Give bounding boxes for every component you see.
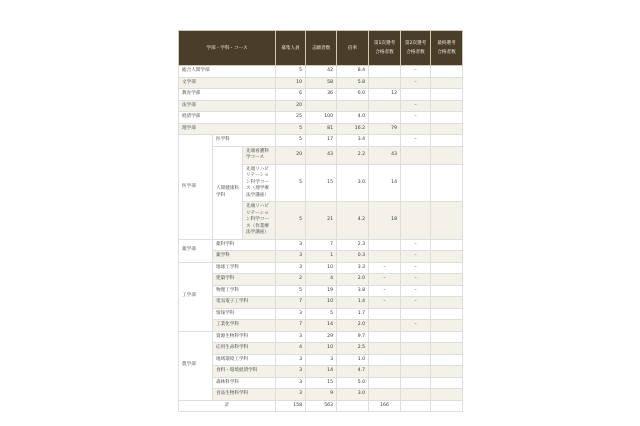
department-name: 医学科 <box>213 135 276 147</box>
applicants-cell: 10 <box>306 343 337 355</box>
first-pass-cell <box>369 320 401 332</box>
capacity-cell: 5 <box>276 66 306 78</box>
final-pass-cell <box>431 77 463 89</box>
applicants-cell: 9 <box>306 389 337 401</box>
second-pass-cell <box>401 366 431 378</box>
final-pass-cell <box>431 202 463 240</box>
applicants-cell: 10 <box>306 262 337 274</box>
capacity-cell: 5 <box>276 202 306 240</box>
second-pass-total <box>401 400 431 412</box>
table-row <box>179 100 463 112</box>
department-name: 工業化学科 <box>213 320 276 332</box>
department-name: 食品生物科学科 <box>213 389 276 401</box>
ratio-cell: 2.0 <box>337 320 369 332</box>
table-row <box>179 343 463 355</box>
table-row <box>179 251 463 263</box>
column-header: 倍率 <box>337 31 369 66</box>
capacity-cell: 20 <box>276 100 306 112</box>
ratio-cell: 9.7 <box>337 331 369 343</box>
second-pass-cell: – <box>401 320 431 332</box>
applicants-cell: 1 <box>306 251 337 263</box>
table-row <box>179 66 463 78</box>
final-pass-cell <box>431 89 463 101</box>
second-pass-cell: – <box>401 135 431 147</box>
ratio-cell: 4.7 <box>337 366 369 378</box>
first-pass-cell <box>369 239 401 251</box>
department-name: 応用生命科学科 <box>213 343 276 355</box>
final-pass-cell <box>431 343 463 355</box>
applicants-cell: 15 <box>306 377 337 389</box>
applicants-cell: 21 <box>306 202 337 240</box>
first-pass-cell <box>369 77 401 89</box>
column-header: 学部・学科・コース <box>179 31 276 66</box>
course-name: 先端リハビリテーション科学コース（作業療法学講座） <box>243 202 276 240</box>
department-name: 電気電子工学科 <box>213 297 276 309</box>
first-pass-cell <box>369 354 401 366</box>
applicants-cell: 42 <box>306 66 337 78</box>
first-pass-cell <box>369 251 401 263</box>
capacity-cell: 3 <box>276 377 306 389</box>
department-name: 情報学科 <box>213 308 276 320</box>
ratio-cell: 16.2 <box>337 123 369 135</box>
faculty-name: 経済学部 <box>179 112 276 124</box>
ratio-cell: 3.3 <box>337 262 369 274</box>
ratio-cell: 1.0 <box>337 354 369 366</box>
final-pass-cell <box>431 239 463 251</box>
first-pass-cell: 12 <box>369 89 401 101</box>
department-name: 地域環境工学科 <box>213 354 276 366</box>
table-row <box>179 274 463 286</box>
capacity-cell: 3 <box>276 262 306 274</box>
department-name: 地球工学科 <box>213 262 276 274</box>
capacity-cell: 10 <box>276 77 306 89</box>
final-pass-cell <box>431 320 463 332</box>
capacity-cell: 5 <box>276 164 306 202</box>
faculty-name: 薬学部 <box>179 239 213 262</box>
applicants-cell: 5 <box>306 308 337 320</box>
capacity-cell: 7 <box>276 320 306 332</box>
table-row <box>179 123 463 135</box>
applicants-cell: 10 <box>306 297 337 309</box>
faculty-name: 法学部 <box>179 100 276 112</box>
first-pass-cell <box>369 377 401 389</box>
ratio-cell: 1.4 <box>337 297 369 309</box>
faculty-name: 医学部 <box>179 135 213 240</box>
applicants-cell: 81 <box>306 123 337 135</box>
ratio-cell: 8.4 <box>337 66 369 78</box>
second-pass-cell <box>401 202 431 240</box>
capacity-cell: 5 <box>276 285 306 297</box>
capacity-cell: 3 <box>276 366 306 378</box>
department-name: 薬科学科 <box>213 239 276 251</box>
capacity-cell: 3 <box>276 354 306 366</box>
first-pass-cell: 79 <box>369 123 401 135</box>
final-pass-cell <box>431 112 463 124</box>
first-pass-cell: – <box>369 262 401 274</box>
column-header: 最終選考 合格者数 <box>431 31 463 66</box>
table-row <box>179 135 463 147</box>
second-pass-cell: – <box>401 285 431 297</box>
applicants-cell: 15 <box>306 164 337 202</box>
capacity-cell: 6 <box>276 89 306 101</box>
first-pass-cell <box>369 366 401 378</box>
table-row <box>179 146 463 164</box>
final-pass-cell <box>431 164 463 202</box>
final-pass-cell <box>431 135 463 147</box>
ratio-cell: 4.2 <box>337 202 369 240</box>
column-header: 第2次選考 合格者数 <box>401 31 431 66</box>
final-pass-cell <box>431 308 463 320</box>
ratio-cell <box>337 100 369 112</box>
capacity-cell: 3 <box>276 251 306 263</box>
column-header: 第1次選考 合格者数 <box>369 31 401 66</box>
capacity-cell: 4 <box>276 343 306 355</box>
second-pass-cell <box>401 308 431 320</box>
second-pass-cell: – <box>401 112 431 124</box>
second-pass-cell: – <box>401 262 431 274</box>
table-row <box>179 308 463 320</box>
faculty-name: 文学部 <box>179 77 276 89</box>
header-row <box>179 31 463 66</box>
first-pass-cell: – <box>369 297 401 309</box>
second-pass-cell: – <box>401 66 431 78</box>
applicants-cell: 36 <box>306 89 337 101</box>
applicants-cell: 17 <box>306 135 337 147</box>
applicants-cell: 14 <box>306 320 337 332</box>
first-pass-cell <box>369 112 401 124</box>
second-pass-cell: – <box>401 77 431 89</box>
final-pass-cell <box>431 274 463 286</box>
second-pass-cell <box>401 377 431 389</box>
ratio-cell: 6.0 <box>337 89 369 101</box>
table-row <box>179 77 463 89</box>
ratio-cell: 1.7 <box>337 308 369 320</box>
final-pass-cell <box>431 297 463 309</box>
final-pass-cell <box>431 251 463 263</box>
department-name: 森林科学科 <box>213 377 276 389</box>
first-pass-cell: 14 <box>369 164 401 202</box>
second-pass-cell: – <box>401 297 431 309</box>
table-body <box>179 66 463 412</box>
department-name: 物理工学科 <box>213 285 276 297</box>
capacity-cell: 2 <box>276 274 306 286</box>
second-pass-cell <box>401 343 431 355</box>
ratio-cell: 0.3 <box>337 251 369 263</box>
ratio-cell: 3.0 <box>337 164 369 202</box>
applicants-cell <box>306 100 337 112</box>
ratio-cell: 2.2 <box>337 146 369 164</box>
faculty-name: 工学部 <box>179 262 213 331</box>
applicants-cell: 14 <box>306 366 337 378</box>
table-row <box>179 331 463 343</box>
faculty-name: 教育学部 <box>179 89 276 101</box>
faculty-name: 理学部 <box>179 123 276 135</box>
faculty-name: 総合人間学部 <box>179 66 276 78</box>
final-pass-cell <box>431 331 463 343</box>
faculty-name: 農学部 <box>179 331 213 400</box>
department-name: 人間健康科学科 <box>213 146 243 239</box>
final-pass-cell <box>431 100 463 112</box>
first-pass-cell: 43 <box>369 146 401 164</box>
department-name: 資源生物科学科 <box>213 331 276 343</box>
capacity-cell: 20 <box>276 146 306 164</box>
table-row <box>179 89 463 101</box>
applicants-cell: 100 <box>306 112 337 124</box>
ratio-total <box>337 400 369 412</box>
department-name: 薬学科 <box>213 251 276 263</box>
second-pass-cell <box>401 164 431 202</box>
ratio-cell: 4.0 <box>337 112 369 124</box>
course-name: 先端看護科学コース <box>243 146 276 164</box>
ratio-cell: 2.3 <box>337 239 369 251</box>
capacity-cell: 3 <box>276 389 306 401</box>
first-pass-cell <box>369 331 401 343</box>
applicants-cell: 4 <box>306 274 337 286</box>
ratio-cell: 5.0 <box>337 377 369 389</box>
second-pass-cell <box>401 331 431 343</box>
second-pass-cell <box>401 123 431 135</box>
first-pass-cell: – <box>369 274 401 286</box>
first-pass-cell <box>369 135 401 147</box>
second-pass-cell: – <box>401 239 431 251</box>
capacity-cell: 7 <box>276 297 306 309</box>
table-row <box>179 366 463 378</box>
department-name: 建築学科 <box>213 274 276 286</box>
second-pass-cell <box>401 146 431 164</box>
second-pass-cell: – <box>401 251 431 263</box>
capacity-cell: 5 <box>276 123 306 135</box>
applicants-cell: 19 <box>306 285 337 297</box>
applicants-cell: 29 <box>306 331 337 343</box>
ratio-cell: 2.0 <box>337 274 369 286</box>
first-pass-cell <box>369 100 401 112</box>
table-row <box>179 262 463 274</box>
final-pass-cell <box>431 66 463 78</box>
ratio-cell: 3.0 <box>337 389 369 401</box>
final-pass-cell <box>431 354 463 366</box>
final-pass-cell <box>431 123 463 135</box>
final-pass-cell <box>431 262 463 274</box>
table-row <box>179 389 463 401</box>
table-row <box>179 285 463 297</box>
first-pass-cell <box>369 66 401 78</box>
ratio-cell: 5.8 <box>337 77 369 89</box>
total-label: 計 <box>179 400 276 412</box>
applicants-cell: 3 <box>306 354 337 366</box>
ratio-cell: 3.4 <box>337 135 369 147</box>
final-pass-cell <box>431 389 463 401</box>
applicants-cell: 58 <box>306 77 337 89</box>
admissions-table <box>178 30 463 412</box>
first-pass-cell: – <box>369 285 401 297</box>
final-pass-cell <box>431 285 463 297</box>
capacity-cell: 3 <box>276 308 306 320</box>
capacity-cell: 3 <box>276 331 306 343</box>
course-name: 先端リハビリテーション科学コース（理学療法学講座） <box>243 164 276 202</box>
table-row <box>179 320 463 332</box>
ratio-cell: 2.5 <box>337 343 369 355</box>
table-row <box>179 377 463 389</box>
final-pass-cell <box>431 366 463 378</box>
second-pass-cell: – <box>401 100 431 112</box>
first-pass-cell <box>369 308 401 320</box>
first-pass-cell <box>369 343 401 355</box>
final-pass-total <box>431 400 463 412</box>
total-row <box>179 400 463 412</box>
final-pass-cell <box>431 377 463 389</box>
table-row <box>179 112 463 124</box>
applicants-total: 563 <box>306 400 337 412</box>
first-pass-cell: 18 <box>369 202 401 240</box>
table-row <box>179 239 463 251</box>
column-header: 志願者数 <box>306 31 337 66</box>
second-pass-cell <box>401 389 431 401</box>
applicants-cell: 7 <box>306 239 337 251</box>
ratio-cell: 3.8 <box>337 285 369 297</box>
second-pass-cell: – <box>401 274 431 286</box>
first-pass-cell <box>369 389 401 401</box>
capacity-cell: 3 <box>276 239 306 251</box>
final-pass-cell <box>431 146 463 164</box>
capacity-cell: 5 <box>276 135 306 147</box>
capacity-cell: 25 <box>276 112 306 124</box>
second-pass-cell <box>401 89 431 101</box>
first-pass-total: 166 <box>369 400 401 412</box>
column-header: 募集人員 <box>276 31 306 66</box>
table-row <box>179 354 463 366</box>
second-pass-cell <box>401 354 431 366</box>
applicants-cell: 43 <box>306 146 337 164</box>
capacity-total: 158 <box>276 400 306 412</box>
department-name: 食料・環境経済学科 <box>213 366 276 378</box>
table-row <box>179 297 463 309</box>
